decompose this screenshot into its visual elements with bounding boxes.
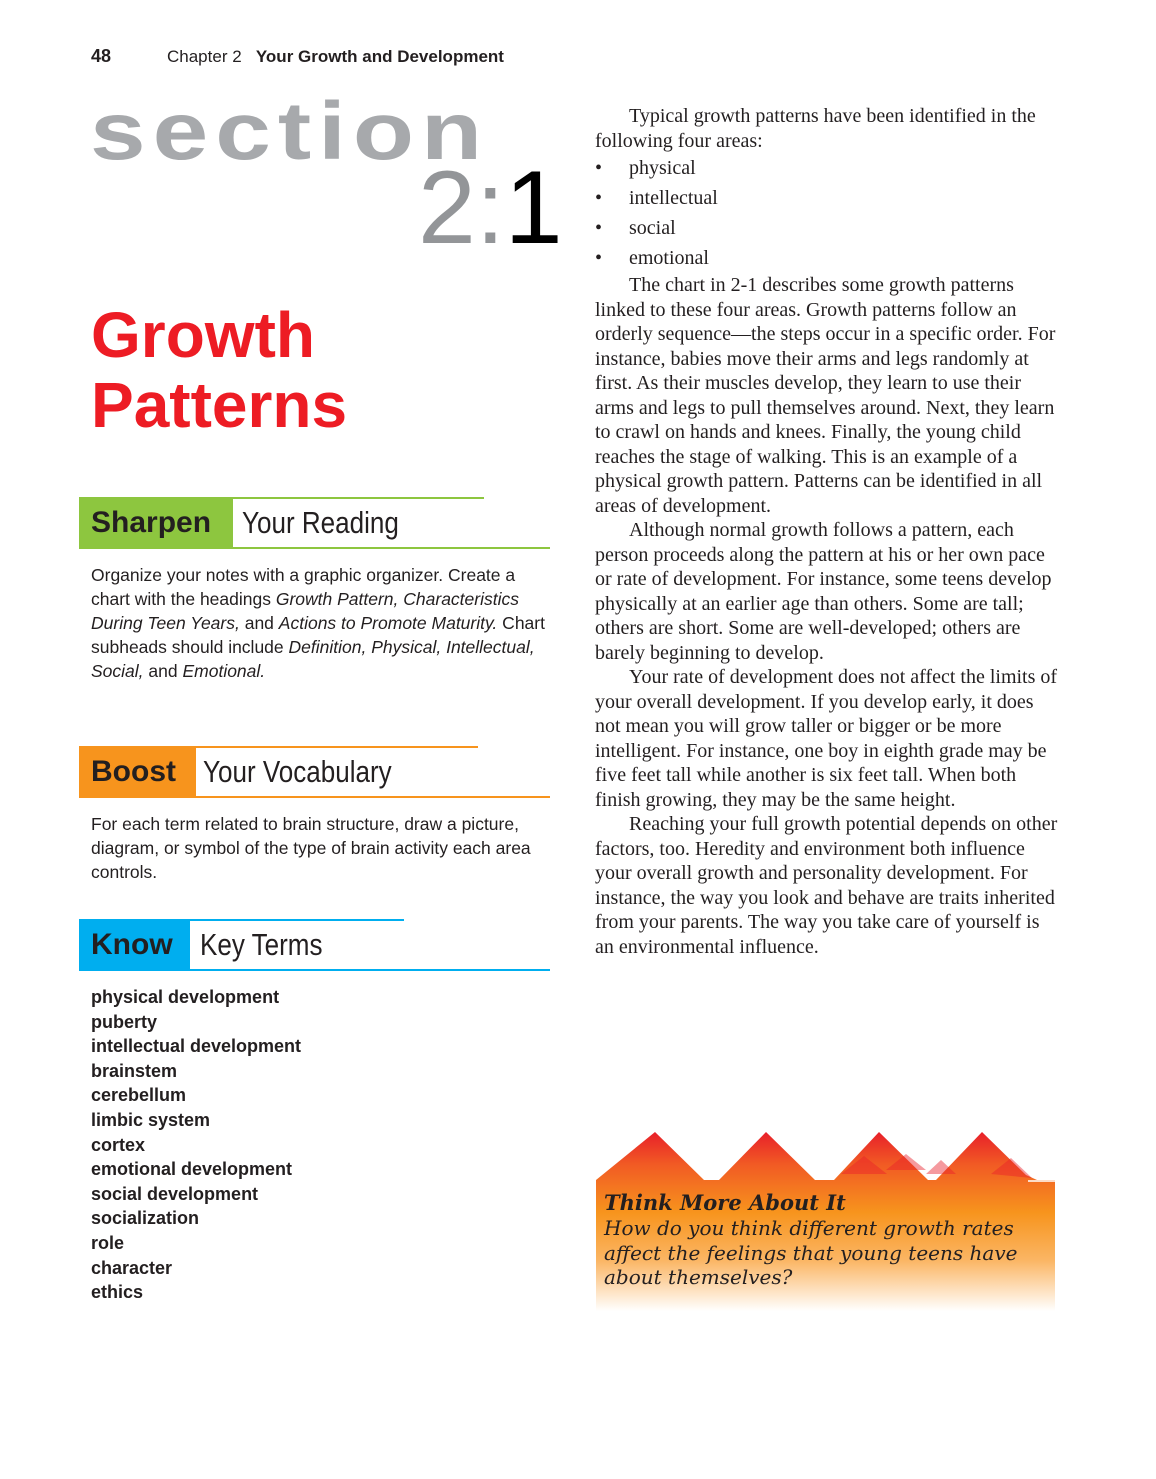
body-intro: Typical growth patterns have been identified in the following four areas: [595, 105, 1036, 152]
sharpen-text-1: Organize your notes with a graphic organizer. Create a chart with the headings [91, 565, 516, 609]
key-term: emotional development [91, 1159, 293, 1180]
body-paragraph: Reaching your full growth potential depends on other factors, too. Heredity and environment both influence your overall growth and personality development. For instance, the way you look and behave are traits inherited from your parents. The way you take care of yourself is an environmental influence. [595, 813, 1058, 958]
boost-vocabulary-head [79, 746, 550, 797]
key-term: puberty [91, 1011, 158, 1032]
key-term: character [91, 1257, 173, 1278]
boost-tab: Boost [79, 746, 196, 797]
key-term: role [91, 1232, 125, 1253]
sharpen-bottom-rule [79, 547, 550, 549]
key-term: cerebellum [91, 1085, 187, 1106]
chapter-label: Chapter 2 [167, 47, 242, 66]
section-title-line-1: Growth [91, 299, 315, 371]
bullet: • [595, 217, 603, 239]
section-word: section [90, 85, 490, 177]
know-subtitle: Key Terms [200, 927, 323, 962]
section-number [418, 150, 563, 266]
body-paragraph: Your rate of development does not affect the limits of your overall development. If you develop early, it does not mean you will grow taller or bigger or be more intelligent. For instance, one boy in eighth grade may be five feet tall while another is six feet tall. When both finish growing, they may be the same height. [595, 666, 1058, 811]
list-item [595, 213, 1060, 243]
list-item [595, 153, 1060, 183]
area-label: physical [629, 157, 696, 179]
sharpen-text-6: Definition, Physical, Intellectual, Social, [91, 637, 535, 681]
know-bottom-rule [79, 969, 550, 971]
sharpen-text-5: Chart subheads should include [91, 613, 545, 657]
think-more-title: Think More About It [604, 1190, 846, 1215]
think-more-text [604, 1190, 1044, 1290]
sharpen-subtitle: Your Reading [242, 505, 399, 540]
sharpen-text-7: and [143, 661, 183, 681]
think-more-question: How do you think different growth rates affect the feelings that young teens have about themselves? [604, 1216, 1018, 1289]
bullet: • [595, 187, 603, 209]
know-key-terms-head [79, 919, 550, 970]
key-term: limbic system [91, 1109, 211, 1130]
sharpen-text [91, 563, 551, 683]
sharpen-text-4: Actions to Promote Maturity. [278, 613, 498, 633]
boost-subtitle: Your Vocabulary [203, 754, 392, 789]
body-paragraph: Although normal growth follows a pattern, each person proceeds along the pattern at his or her own pace or rate of development. For instance, some teens develop physically at an earlier age than others. Some are tall; others are short. Some are well-developed; others are barely beginning to develop. [595, 519, 1052, 664]
key-term: cortex [91, 1134, 146, 1155]
body-text [595, 104, 1060, 959]
page-number: 48 [91, 46, 112, 66]
sharpen-text-2: Growth Pattern, Characteristics During Teen Years, [91, 589, 519, 633]
section-number-minor: 1 [504, 150, 563, 266]
sharpen-text-8: Emotional. [182, 661, 266, 681]
boost-text: For each term related to brain structure, draw a picture, diagram, or symbol of the type of brain activity each area controls. [91, 814, 531, 882]
key-terms-list [91, 985, 301, 1305]
area-label: intellectual [629, 187, 718, 209]
bullet: • [595, 247, 603, 269]
key-term: brainstem [91, 1060, 178, 1081]
think-more-box [596, 1128, 1055, 1311]
area-label: social [629, 217, 676, 239]
sharpen-tab: Sharpen [79, 497, 233, 548]
list-item [595, 183, 1060, 213]
list-item [595, 243, 1060, 273]
growth-areas-list [595, 153, 1060, 273]
key-term: physical development [91, 987, 280, 1007]
section-number-main: 2: [418, 150, 505, 266]
bullet: • [595, 157, 603, 179]
sharpen-text-3: and [239, 613, 279, 633]
running-header [167, 47, 504, 67]
area-label: emotional [629, 247, 709, 269]
key-term: ethics [91, 1282, 144, 1303]
body-paragraph: The chart in 2-1 describes some growth patterns linked to these four areas. Growth patterns follow an orderly sequence—the steps occur in a specific order. For instance, babies move their arms and legs randomly at first. As their muscles develop, they learn to use their arms and legs to pull themselves around. Next, they learn to crawl on hands and knees. Finally, the young child reaches the stage of walking. This is an example of a physical growth pattern. Patterns can be identified in all areas of development. [595, 274, 1056, 517]
key-term: socialization [91, 1208, 200, 1229]
sharpen-reading-head [79, 497, 550, 548]
key-term: intellectual development [91, 1036, 302, 1057]
chapter-title: Your Growth and Development [255, 47, 504, 66]
section-title-line-2: Patterns [91, 369, 348, 441]
boost-bottom-rule [79, 796, 550, 798]
know-tab: Know [79, 919, 190, 970]
key-term: social development [91, 1183, 259, 1204]
section-title [91, 300, 347, 440]
